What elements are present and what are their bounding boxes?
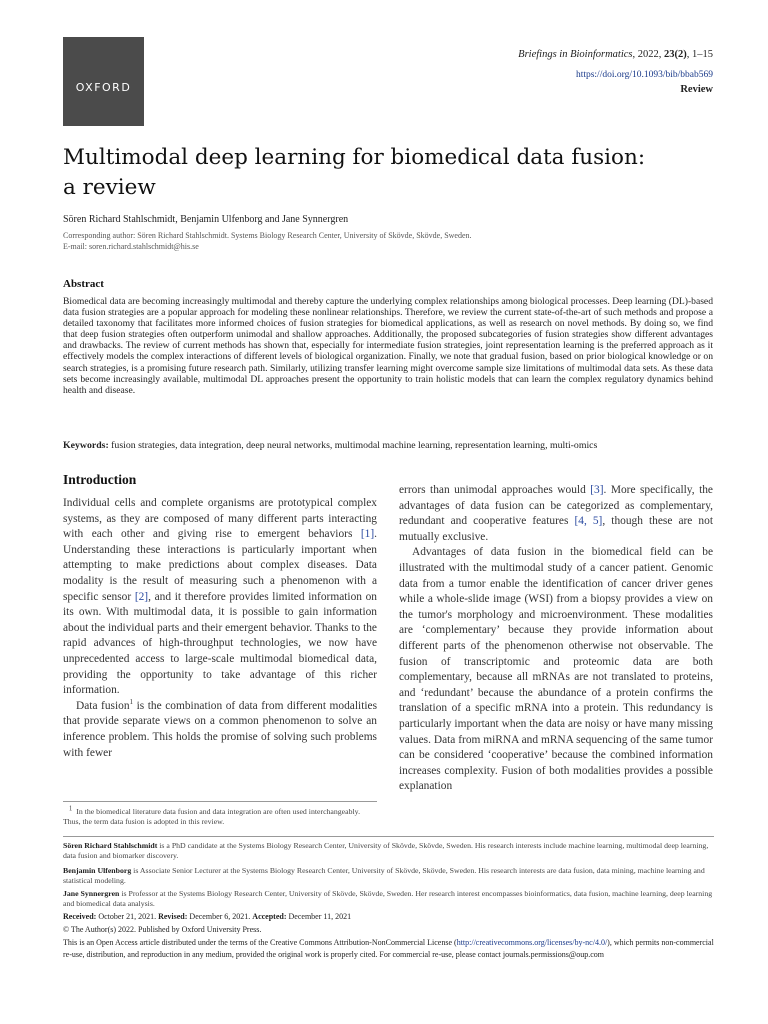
footnote-divider [63, 801, 377, 802]
journal-issue: (2) [674, 49, 687, 60]
bio-text: is Professor at the Systems Biology Research Center, University of Skövde, Skövde, Sweden. Her research interest encompasses bioinformatics, data fusion, machine learning, deep learning and biomedical data analysis. [63, 889, 713, 909]
author-bio [63, 841, 714, 862]
paragraph [399, 483, 713, 545]
paragraph [63, 496, 377, 699]
author-bio [63, 866, 714, 887]
license-link[interactable]: http://creativecommons.org/licenses/by-nc/4.0/ [456, 938, 608, 947]
bio-name: Sören Richard Stahlschmidt [63, 841, 158, 850]
paragraph [63, 699, 377, 761]
footnote-text: In the biomedical literature data fusion and data integration are often used interchangeably. Thus, the term data fusion is adopted in this review. [63, 807, 361, 826]
bio-divider [63, 836, 714, 837]
received-label: Received: [63, 912, 97, 921]
text-run: errors than unimodal approaches would [399, 484, 591, 496]
citation-link[interactable]: [4, 5] [574, 515, 603, 528]
citation-link[interactable]: [1] [360, 528, 375, 541]
journal-name: Briefings in Bioinformatics [518, 49, 633, 60]
revised-label: Revised: [158, 912, 188, 921]
copyright-notice: © The Author(s) 2022. Published by Oxford University Press. [63, 925, 262, 934]
text-run: This is an Open Access article distributed under the terms of the Creative Commons Attribution-NonCommercial License ( [63, 938, 457, 947]
doi-link[interactable]: https://doi.org/10.1093/bib/bbab569 [575, 70, 713, 80]
section-heading-introduction: Introduction [63, 472, 137, 487]
body-column-right [399, 483, 713, 795]
author-bio [63, 889, 714, 910]
accepted-date: December 11, 2021 [286, 912, 352, 921]
logo-text: OXFORD [75, 81, 132, 94]
text-run: is the combination of data from different modalities that provide separate views on a common phenomenon to solve an inference problem. This holds the promise of solving such problems with fewer [63, 699, 378, 759]
keywords [63, 440, 713, 452]
bio-text: is Associate Senior Lecturer at the Systems Biology Research Center, University of Skövde, Skövde, Sweden. His research interests are data fusion, data mining, machine learning and statistical modeling. [63, 866, 705, 886]
citation-link[interactable]: [2] [134, 590, 149, 603]
license-notice [63, 937, 714, 960]
bio-name: Jane Synnergren [63, 889, 120, 898]
keywords-label: Keywords: [63, 440, 109, 451]
article-title: Multimodal deep learning for biomedical data fusion: a review [63, 145, 646, 200]
revised-date: December 6, 2021. [187, 912, 253, 921]
text-run: Individual cells and complete organisms are prototypical complex systems, as they are composed of many different parts interacting with each other and giving rise to emergent behaviors [63, 497, 377, 541]
citation-link[interactable]: [3] [590, 484, 604, 496]
text-run: , though these are not mutually exclusive. [399, 515, 713, 543]
bio-name: Benjamin Ulfenborg [63, 866, 132, 875]
text-run: Data fusion [76, 699, 130, 712]
text-run: . More specifically, the advantages of data fusion can be categorized as complementary, redundant and cooperative features [399, 484, 713, 528]
abstract-heading: Abstract [63, 278, 104, 290]
journal-citation [518, 49, 713, 60]
footnote [63, 804, 377, 826]
corresponding-author: Corresponding author: Sören Richard Stahlschmidt. Systems Biology Research Center, University of Skövde, Skövde, Sweden. [63, 231, 472, 240]
journal-pages: , 1–15 [686, 49, 713, 60]
oxford-logo [63, 37, 144, 126]
journal-year: , 2022, [632, 49, 664, 60]
text-run: . Understanding these interactions is particularly important when attempting to make predictions about complex diseases. Data modality is the result of measuring such a phenomenon with a specific sensor [63, 528, 377, 603]
text-run: ), which permits non-commercial re-use, distribution, and reproduction in any medium, provided the original work is properly cited. For commercial re-use, please contact journals.permissions@oup.com [63, 938, 714, 959]
footnote-marker[interactable]: 1 [129, 697, 134, 706]
keywords-text: fusion strategies, data integration, deep neural networks, multimodal machine learning, representation learning, multi-omics [108, 440, 598, 451]
author-email: E-mail: soren.richard.stahlschmidt@his.se [63, 242, 199, 251]
journal-volume: 23 [664, 49, 675, 60]
body-column-left [63, 496, 377, 761]
author-list: Sören Richard Stahlschmidt, Benjamin Ulfenborg and Jane Synnergren [63, 214, 349, 225]
text-run: , and it therefore provides limited information on its own. With multimodal data, it is possible to gain information about the individual parts and their emergent behavior. Thanks to the rapid advances of high-throughput technologies, we now have unprecedented access to large-scale multimodal biomedical data, providing the opportunity to take advantage of this richer information. [63, 590, 377, 697]
abstract-text: Biomedical data are becoming increasingly multimodal and thereby capture the underlying complex relationships among biological processes. Deep learning (DL)-based data fusion strategies are a popular approach for modeling these nonlinear relationships. Therefore, we review the current state-of-the-art of such methods and propose a detailed taxonomy that facilitates more informed choices of fusion strategies for biomedical applications, as well as research on novel methods. By doing so, we find that deep fusion strategies often outperform unimodal and shallow approaches. Additionally, the proposed subcategories of fusion strategies show different advantages and drawbacks. The review of current methods has shown that, especially for intermediate fusion strategies, joint representation learning is the preferred approach as it effectively models the complex interactions of different levels of biological organization. Finally, we note that gradual fusion, based on prior biological knowledge or on search strategies, is a promising future research path. Similarly, utilizing transfer learning might overcome sample size limitations of multimodal data sets. As these data sets become increasingly available, multimodal DL approaches present the opportunity to train holistic models that can learn the complex regulatory dynamics behind health and disease. [63, 296, 713, 396]
paragraph: Advantages of data fusion in the biomedical field can be illustrated with the multimodal study of a cancer patient. Genomic data from a tumor enable the identification of cancer driver genes while a whole-slide image (WSI) from a biopsy provides a view on the tumor's morphology and microenvironment. These modalities are ‘complementary’ because they provide information about different parts of the phenomenon otherwise not observable. The fusion of transcriptomic and proteomic data are both complementary, because all mRNAs are not translated to proteins, and ‘redundant’ because the abundance of a protein confirms the translation of a specific mRNA into a protein. This redundancy is particularly important when the data are noisy or have many missing values. Data from miRNA and mRNA sequencing of the same tumor can be considered ‘cooperative’ because the combined information increases complexity. Fusion of both modalities provides a possible explanation [399, 546, 713, 793]
accepted-label: Accepted: [252, 912, 287, 921]
article-type: Review [680, 84, 713, 95]
bio-text: is a PhD candidate at the Systems Biology Research Center, University of Skövde, Skövde, Sweden. His research interests include machine learning, multimodal deep learning, data fusion and biomarker discovery. [63, 841, 709, 861]
article-dates [63, 912, 351, 921]
received-date: October 21, 2021. [96, 912, 159, 921]
footnote-number: 1 [68, 804, 73, 813]
